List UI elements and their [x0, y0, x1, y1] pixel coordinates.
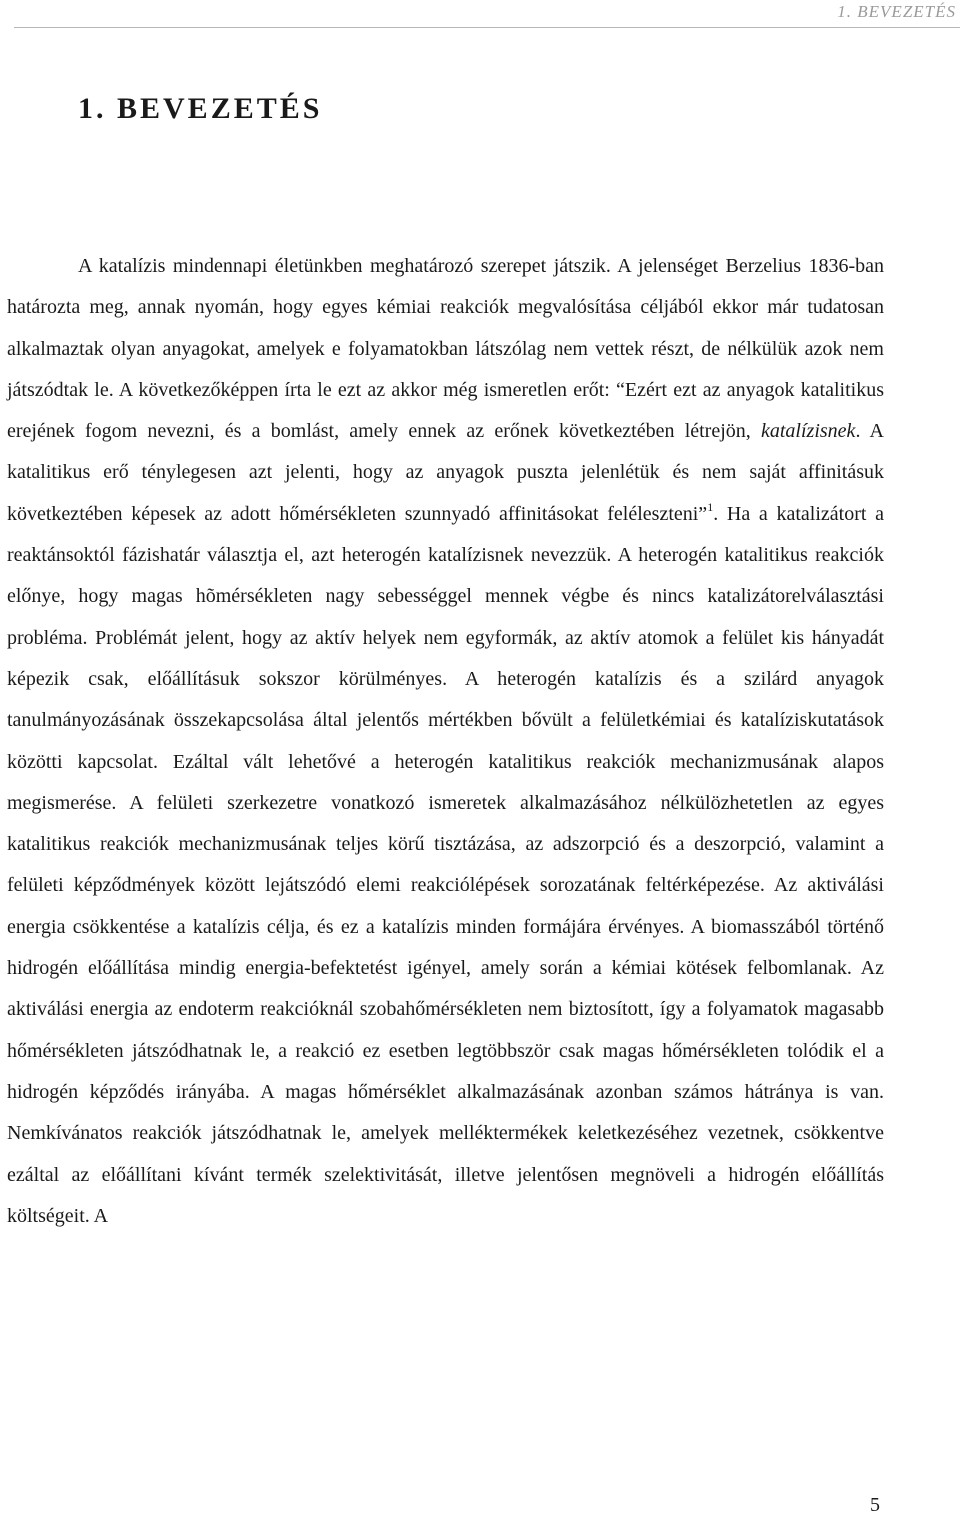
- body-paragraph: [7, 246, 884, 1237]
- chapter-title: 1. BEVEZETÉS: [78, 92, 323, 125]
- body-text-part-3: . Ha a katalizátort a reaktánsoktól fázishatár választja el, azt heterogén katalízisnek nevezzük. A heterogén katalitikus reakciók előnye, hogy magas hõmérsékleten nagy sebességgel mennek végbe és nincs katalizátorelválasztási probléma. Problémát jelent, hogy az aktív helyek nem egyformák, az aktív atomok a felület kis hányadát képezik csak, előállításuk sokszor körülményes. A heterogén katalízis és a szilárd anyagok tanulmányozásának összekapcsolása által jelentős mértékben bővült a felületkémiai és katalíziskutatások közötti kapcsolat. Ezáltal vált lehetővé a heterogén katalitikus reakciók mechanizmusának alapos megismerése. A felületi szerkezetre vonatkozó ismeretek alkalmazásához nélkülözhetetlen az egyes katalitikus reakciók mechanizmusának teljes körű tisztázása, az adszorpció és a deszorpció, valamint a felületi képződmények között lejátszódó elemi reakciólépések sorozatának feltérképezése. Az aktiválási energia csökkentése a katalízis célja, és ez a katalízis minden formájára érvényes. A biomasszából történő hidrogén előállítása mindig energia-befektetést igényel, amely során a kémiai kötések felbomlanak. Az aktiválási energia az endoterm reakcióknál szobahőmérsékleten nem biztosított, így a folyamatok magasabb hőmérsékleten játszódhatnak le, a reakció ez esetben legtöbbször csak magas hőmérsékleten tolódik el a hidrogén képződés irányába. A magas hőmérséklet alkalmazásának azonban számos hátránya is van. Nemkívánatos reakciók játszódhatnak le, amelyek melléktermékek keletkezéséhez vezetnek, csökkentve ezáltal az előállítani kívánt termék szelektivitását, illetve jelentősen megnöveli a hidrogén előállítás költségeit. A: [7, 502, 884, 1227]
- footnote-reference[interactable]: 1: [707, 499, 714, 514]
- header-divider: [14, 27, 960, 28]
- body-text-part-1: A katalízis mindennapi életünkben meghatározó szerepet játszik. A jelenséget Berzelius 1836-ban határozta meg, annak nyomán, hogy egyes kémiai reakciók megvalósítása céljából ekkor már tudatosan alkalmaztak olyan anyagokat, amelyek e folyamatokban látszólag nem vettek részt, de nélkülük azok nem játszódtak le. A következőképpen írta le ezt az akkor még ismeretlen erőt: “Ezért ezt az anyagok katalitikus erejének fogom nevezni, és a bomlást, amely ennek az erőnek következtében létrejön,: [7, 255, 884, 443]
- italic-term: katalízisnek: [761, 420, 856, 443]
- running-header: 1. BEVEZETÉS: [837, 2, 956, 21]
- page-number: 5: [870, 1494, 880, 1516]
- body-text-part-2: . A katalitikus erő ténylegesen azt jelenti, hogy az anyagok puszta jelenlétük és nem saját affinitásuk következtében képesek az adott hőmérsékleten szunnyadó affinitásokat feléleszteni”: [7, 420, 884, 525]
